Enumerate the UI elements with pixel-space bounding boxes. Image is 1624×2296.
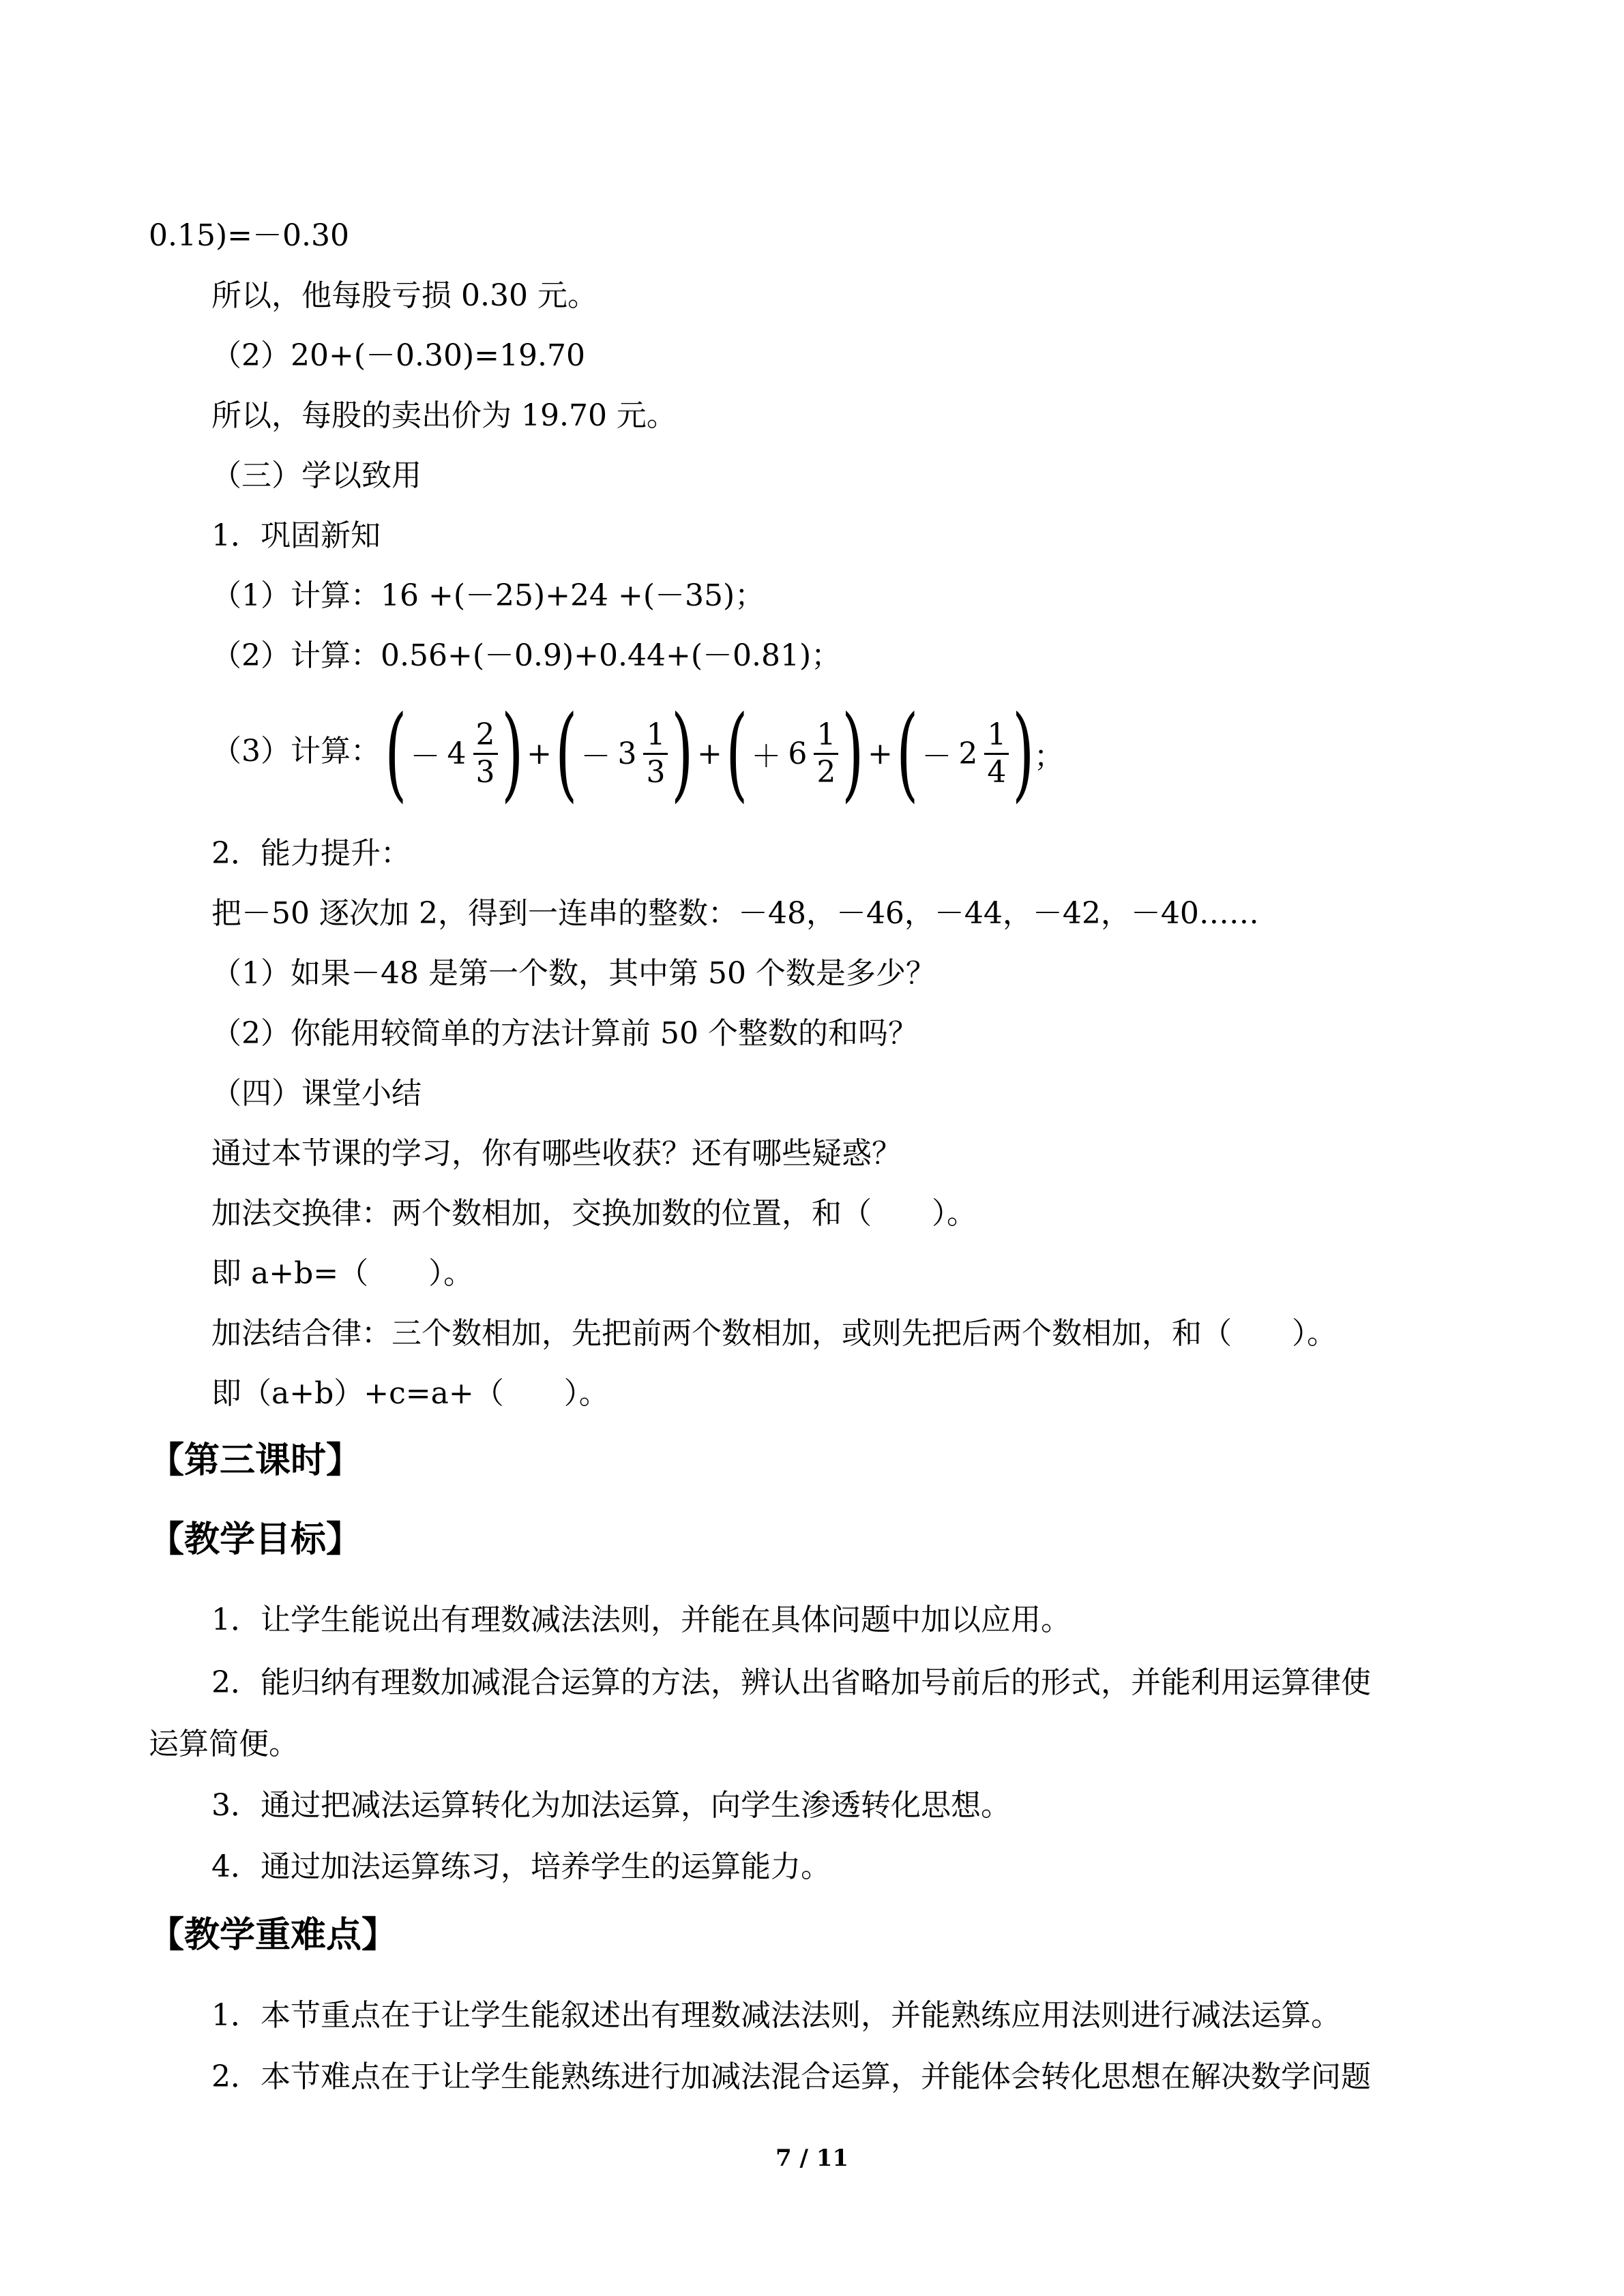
exercise-line: （2）计算：0.56+(－0.9)+0.44+(－0.81)； — [211, 638, 842, 673]
fraction — [812, 717, 840, 790]
section-label: （三）学以致用 — [211, 458, 422, 493]
subsection-label: 1．巩固新知 — [211, 518, 381, 553]
term-sign: － — [410, 739, 441, 774]
term-whole: 4 — [447, 736, 467, 771]
question-line: （2）你能用较简单的方法计算前 50 个整数的和吗？ — [211, 1016, 918, 1051]
text-line: 加法结合律：三个数相加，先把前两个数相加，或则先把后两个数相加，和（ ）。 — [211, 1316, 1337, 1351]
denominator: 3 — [646, 754, 666, 790]
fraction — [472, 717, 499, 790]
objective-item: 2．能归纳有理数加减混合运算的方法，辨认出省略加号前后的形式，并能利用运算律使 — [211, 1665, 1371, 1700]
expression-end: ； — [1033, 739, 1064, 774]
denominator: 3 — [475, 754, 495, 790]
text-line: 把－50 逐次加 2，得到一连串的整数：－48，－46，－44，－42，－40…… — [211, 896, 1259, 931]
right-paren: ) — [1012, 694, 1035, 813]
denominator: 2 — [816, 754, 836, 790]
plus-operator: + — [527, 736, 552, 771]
term-sign: － — [580, 739, 611, 774]
numerator: 2 — [475, 717, 495, 752]
heading-third-lesson: 【第三课时】 — [149, 1440, 362, 1481]
term-whole: 6 — [788, 736, 808, 771]
text-line: 加法交换律：两个数相加，交换加数的位置，和（ ）。 — [211, 1196, 977, 1231]
right-paren: ) — [501, 694, 523, 813]
heading-key-difficulties: 【教学重难点】 — [149, 1915, 398, 1956]
exercise-line: （3）计算： — [211, 734, 381, 769]
term-sign: － — [921, 739, 952, 774]
left-paren: ( — [726, 694, 748, 813]
heading-teaching-objectives: 【教学目标】 — [149, 1519, 362, 1560]
left-paren: ( — [555, 694, 578, 813]
numerator: 1 — [646, 717, 666, 752]
keypoint-item: 2．本节难点在于让学生能熟练进行加减法混合运算，并能体会转化思想在解决数学问题 — [211, 2059, 1371, 2094]
numerator: 1 — [816, 717, 836, 752]
term-whole: 3 — [617, 736, 637, 771]
left-paren: ( — [385, 694, 407, 813]
page-number: 7 / 11 — [775, 2145, 849, 2172]
denominator: 4 — [987, 754, 1007, 790]
plus-operator: + — [697, 736, 722, 771]
text-line: 通过本节课的学习，你有哪些收获？还有哪些疑惑？ — [211, 1136, 902, 1171]
text-line: 所以，他每股亏损 0.30 元。 — [211, 278, 597, 313]
text-line: （2）20+(－0.30)=19.70 — [211, 338, 585, 373]
term-whole: 2 — [958, 736, 978, 771]
exercise-line: （1）计算：16 +(－25)+24 +(－35)； — [211, 578, 765, 613]
fraction — [642, 717, 669, 790]
text-line: 即 a+b=（ ）。 — [211, 1256, 474, 1291]
right-paren: ) — [671, 694, 694, 813]
section-label: （四）课堂小结 — [211, 1076, 422, 1111]
keypoint-item: 1．本节重点在于让学生能叙述出有理数减法法则，并能熟练应用法则进行减法运算。 — [211, 1998, 1341, 2033]
objective-item: 3．通过把减法运算转化为加法运算，向学生渗透转化思想。 — [211, 1788, 1011, 1823]
subsection-label: 2．能力提升： — [211, 836, 411, 871]
text-line: 0.15)=－0.30 — [149, 218, 349, 253]
text-line: 即（a+b）+c=a+（ ）。 — [211, 1376, 609, 1411]
right-paren: ) — [842, 694, 864, 813]
question-line: （1）如果－48 是第一个数，其中第 50 个数是多少？ — [211, 956, 936, 991]
plus-operator: + — [867, 736, 893, 771]
term-sign: ＋ — [751, 739, 782, 774]
fraction — [983, 717, 1010, 790]
objective-item: 1．让学生能说出有理数减法法则，并能在具体问题中加以应用。 — [211, 1602, 1071, 1637]
fraction-expression — [385, 696, 1064, 811]
numerator: 1 — [987, 717, 1007, 752]
left-paren: ( — [896, 694, 919, 813]
objective-item: 4．通过加法运算练习，培养学生的运算能力。 — [211, 1849, 831, 1884]
text-line: 所以，每股的卖出价为 19.70 元。 — [211, 398, 677, 433]
objective-item-continued: 运算简便。 — [149, 1727, 299, 1761]
